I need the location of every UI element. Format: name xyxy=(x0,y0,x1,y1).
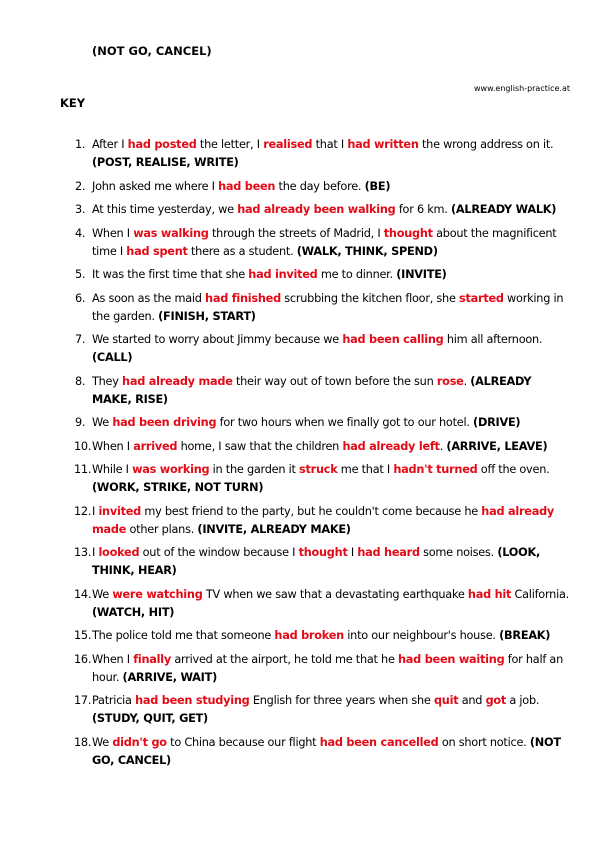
sentence-text: It was the first time that she xyxy=(92,268,249,281)
source-url: www.english-practice.at xyxy=(473,84,570,93)
item-number: 15. xyxy=(74,629,92,642)
verb-hint: (DRIVE) xyxy=(473,416,521,429)
answer-verb: struck xyxy=(299,463,338,476)
sentence-text: I xyxy=(92,546,99,559)
sentence-text: At this time yesterday, we xyxy=(92,203,238,216)
item-number: 14. xyxy=(74,587,92,601)
sentence-text: When I xyxy=(92,226,134,240)
top-note: (NOT GO, CANCEL) xyxy=(92,44,212,58)
sentence-text: and xyxy=(458,694,486,707)
verb-hint: (NOT GO, CANCEL) xyxy=(92,735,561,767)
sentence-text: him all afternoon. xyxy=(443,333,543,346)
answer-verb: were watching xyxy=(112,587,203,601)
verb-hint: (INVITE, ALREADY MAKE) xyxy=(197,522,351,536)
answer-item xyxy=(75,373,570,409)
answer-verb: looked xyxy=(98,546,140,559)
answer-verb: had broken xyxy=(274,629,344,642)
item-number: 8. xyxy=(75,374,86,388)
sentence-text: through the streets of Madrid, I xyxy=(208,226,384,240)
answer-verb: had been driving xyxy=(112,416,217,429)
sentence-text: the letter, I xyxy=(196,138,264,151)
sentence-text: in the garden it xyxy=(209,463,300,476)
sentence-text: TV when we saw that a devastating earthquake xyxy=(202,587,468,601)
sentence-text: We xyxy=(92,735,113,749)
answer-item xyxy=(75,178,570,196)
answer-verb: had been waiting xyxy=(398,652,505,666)
verb-hint: (BREAK) xyxy=(499,629,551,642)
answer-verb: had finished xyxy=(205,291,281,305)
sentence-text: the wrong address on it. xyxy=(418,138,554,151)
sentence-text: into our neighbour's house. xyxy=(343,629,500,642)
sentence-text: I xyxy=(92,504,99,518)
sentence-text: We xyxy=(92,416,113,429)
answer-verb: quit xyxy=(433,694,459,707)
sentence-text: When I xyxy=(92,652,134,666)
answer-verb: thought xyxy=(298,546,348,559)
sentence-text: for half an hour. xyxy=(92,652,564,684)
sentence-text: other plans. xyxy=(126,522,198,536)
answer-verb: had written xyxy=(347,138,419,151)
answer-item xyxy=(75,544,570,580)
answer-item xyxy=(75,331,570,367)
item-number: 10. xyxy=(74,439,92,453)
sentence-text: John asked me where I xyxy=(92,179,219,193)
verb-hint: (ALREADY WALK) xyxy=(450,203,557,216)
sentence-text: for two hours when we finally got to our hotel. xyxy=(216,416,474,429)
answer-item xyxy=(75,586,570,622)
answer-verb: realised xyxy=(263,138,313,151)
verb-hint: (LOOK, THINK, HEAR) xyxy=(92,546,541,577)
sentence-text: on short notice. xyxy=(438,735,530,749)
sentence-text: I xyxy=(347,546,358,559)
item-number: 4. xyxy=(75,226,86,240)
sentence-text: the day before. xyxy=(275,179,365,193)
answer-item xyxy=(75,136,570,172)
item-number: 5. xyxy=(75,268,86,281)
sentence-text: that I xyxy=(312,138,348,151)
answer-verb: started xyxy=(459,291,504,305)
answer-verb: had been cancelled xyxy=(319,735,439,749)
sentence-text: When I xyxy=(92,439,134,453)
item-number: 3. xyxy=(75,203,86,216)
answer-verb: had spent xyxy=(126,244,188,258)
item-number: 7. xyxy=(75,333,86,346)
answer-verb: had invited xyxy=(248,268,318,281)
item-number: 2. xyxy=(75,179,86,193)
sentence-text: They xyxy=(92,374,123,388)
verb-hint: (BE) xyxy=(364,179,391,193)
answer-verb: had heard xyxy=(357,546,420,559)
answer-item xyxy=(75,651,570,687)
sentence-text: working in the garden. xyxy=(92,291,564,323)
answer-item xyxy=(75,692,570,728)
answer-verb: rose xyxy=(436,374,464,388)
verb-hint: (STUDY, QUIT, GET) xyxy=(92,712,208,725)
answer-key-list xyxy=(75,136,570,775)
answer-verb: had been calling xyxy=(342,333,444,346)
answer-verb: invited xyxy=(98,504,141,518)
answer-verb: was walking xyxy=(133,226,209,240)
verb-hint: (WORK, STRIKE, NOT TURN) xyxy=(92,481,264,494)
sentence-text: out of the window because I xyxy=(139,546,299,559)
sentence-text: . xyxy=(439,439,447,453)
sentence-text: home, I saw that the children xyxy=(177,439,343,453)
answer-verb: had been xyxy=(218,179,276,193)
answer-verb: thought xyxy=(383,226,433,240)
sentence-text: my best friend to the party, but he couldn't come because he xyxy=(141,504,482,518)
answer-verb: got xyxy=(485,694,507,707)
verb-hint: (ARRIVE, LEAVE) xyxy=(446,439,548,453)
sentence-text: . xyxy=(463,374,471,388)
item-number: 1. xyxy=(75,138,86,151)
sentence-text: off the oven. xyxy=(477,463,550,476)
verb-hint: (POST, REALISE, WRITE) xyxy=(92,156,239,169)
item-number: 17. xyxy=(74,694,92,707)
answer-verb: hadn't turned xyxy=(393,463,478,476)
item-number: 18. xyxy=(74,735,92,749)
verb-hint: (INVITE) xyxy=(396,268,447,281)
verb-hint: (CALL) xyxy=(92,351,133,364)
answer-item xyxy=(75,414,570,432)
sentence-text: Patricia xyxy=(92,694,136,707)
sentence-text: some noises. xyxy=(419,546,498,559)
sentence-text: for 6 km. xyxy=(395,203,451,216)
sentence-text: English for three years when she xyxy=(249,694,434,707)
answer-verb: finally xyxy=(133,652,172,666)
sentence-text: me to dinner. xyxy=(317,268,397,281)
answer-item xyxy=(75,627,570,645)
answer-verb: didn't go xyxy=(112,735,167,749)
verb-hint: (FINISH, START) xyxy=(158,309,256,323)
sentence-text: After I xyxy=(92,138,128,151)
sentence-text: me that I xyxy=(337,463,394,476)
answer-item xyxy=(75,503,570,539)
answer-item xyxy=(75,734,570,770)
sentence-text: a job. xyxy=(506,694,540,707)
sentence-text: We xyxy=(92,587,113,601)
item-number: 6. xyxy=(75,291,86,305)
answer-verb: had already left xyxy=(342,439,440,453)
sentence-text: there as a student. xyxy=(187,244,297,258)
answer-item xyxy=(75,461,570,497)
answer-verb: had already made xyxy=(122,374,233,388)
answer-item xyxy=(75,225,570,261)
sentence-text: While I xyxy=(92,463,133,476)
item-number: 11. xyxy=(74,463,92,476)
item-number: 13. xyxy=(74,546,92,559)
sentence-text: As soon as the maid xyxy=(92,291,206,305)
answer-verb: had already made xyxy=(92,504,555,536)
answer-item xyxy=(75,290,570,326)
verb-hint: (ARRIVE, WAIT) xyxy=(122,670,217,684)
answer-verb: had already been walking xyxy=(237,203,396,216)
answer-item xyxy=(75,438,570,456)
sentence-text: their way out of town before the sun xyxy=(232,374,437,388)
verb-hint: (WATCH, HIT) xyxy=(92,605,175,619)
verb-hint: (ALREADY MAKE, RISE) xyxy=(92,374,532,406)
answer-verb: had been studying xyxy=(135,694,250,707)
item-number: 16. xyxy=(74,652,92,666)
sentence-text: California. xyxy=(511,587,569,601)
answer-item xyxy=(75,266,570,284)
sentence-text: arrived at the airport, he told me that he xyxy=(171,652,399,666)
item-number: 12. xyxy=(74,504,92,518)
sentence-text: The police told me that someone xyxy=(92,629,275,642)
sentence-text: about the magnificent time I xyxy=(92,226,557,258)
item-number: 9. xyxy=(75,416,86,429)
answer-verb: arrived xyxy=(133,439,178,453)
answer-item xyxy=(75,201,570,219)
answer-verb: had hit xyxy=(467,587,512,601)
answer-verb: was working xyxy=(132,463,210,476)
sentence-text: We started to worry about Jimmy because we xyxy=(92,333,343,346)
verb-hint: (WALK, THINK, SPEND) xyxy=(296,244,438,258)
key-heading: KEY xyxy=(60,96,86,110)
sentence-text: scrubbing the kitchen floor, she xyxy=(280,291,459,305)
sentence-text: to China because our flight xyxy=(166,735,320,749)
answer-verb: had posted xyxy=(127,138,197,151)
